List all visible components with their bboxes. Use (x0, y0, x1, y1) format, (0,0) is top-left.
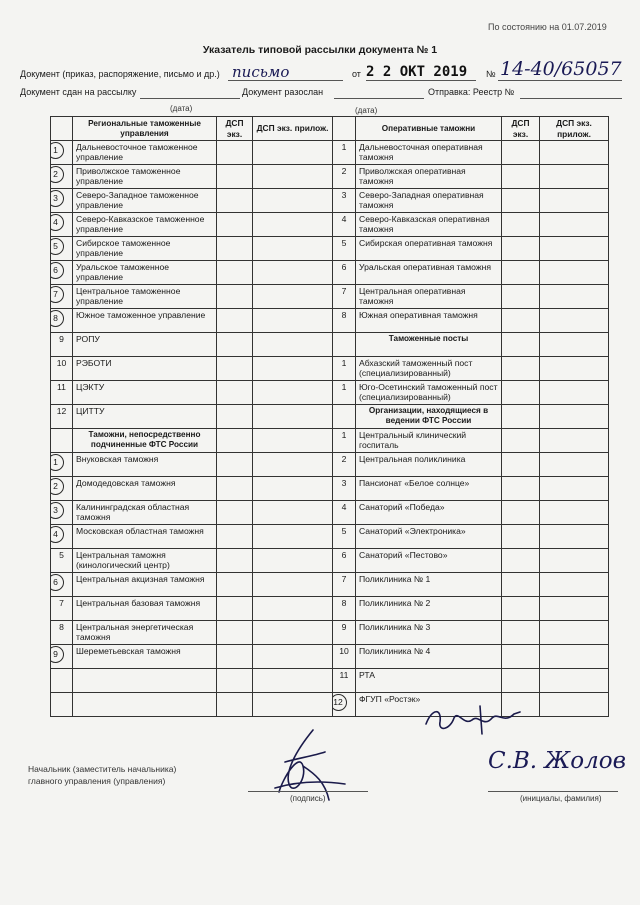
left-recipient-name: Домодедовская таможня (73, 477, 217, 501)
right-row-number (333, 501, 356, 525)
left-dsp-copies-cell (217, 189, 253, 213)
right-number-text: 9 (341, 622, 347, 632)
left-dsp-copies-cell (217, 141, 253, 165)
left-number-circled: 9 (51, 646, 65, 663)
handwritten-note (420, 700, 530, 740)
left-recipient-name: Центральная таможня (кинологический центр) (73, 549, 217, 573)
left-dsp-copies-cell (217, 597, 253, 621)
left-dsp-attach-cell (253, 693, 333, 717)
table-row (51, 501, 609, 525)
left-row-number (51, 285, 73, 309)
date-line (366, 80, 476, 81)
right-dsp-attach-cell (540, 429, 609, 453)
date-caption-1: (дата) (170, 104, 193, 113)
right-recipient-name: РТА (356, 669, 502, 693)
right-recipient-name: Сибирская оперативная таможня (356, 237, 502, 261)
left-dsp-copies-cell (217, 357, 253, 381)
head-label-1: Начальник (заместитель начальника) (28, 764, 177, 774)
left-dsp-copies-cell (217, 429, 253, 453)
right-recipient-name: Северо-Западная оперативная таможня (356, 189, 502, 213)
left-dsp-copies-cell (217, 309, 253, 333)
right-dsp-copies-cell (502, 621, 540, 645)
left-dsp-attach-cell (253, 501, 333, 525)
right-number-text: 1 (341, 358, 347, 368)
left-number-text: 11 (57, 382, 66, 392)
right-row-number (333, 549, 356, 573)
left-dsp-copies-cell (217, 621, 253, 645)
left-dsp-copies-cell (217, 573, 253, 597)
right-dsp-copies-cell (502, 237, 540, 261)
left-recipient-name: РОПУ (73, 333, 217, 357)
right-dsp-copies-cell (502, 429, 540, 453)
left-number-circled: 1 (51, 454, 65, 471)
left-dsp-copies-cell (217, 477, 253, 501)
right-row-number (333, 333, 356, 357)
left-row-number (51, 333, 73, 357)
left-dsp-copies-cell (217, 285, 253, 309)
right-dsp-copies-cell (502, 381, 540, 405)
right-recipient-name: Санаторий «Пестово» (356, 549, 502, 573)
doc-type-label: Документ (приказ, распоряжение, письмо и др.) (20, 69, 220, 79)
right-recipient-name: Поликлиника № 3 (356, 621, 502, 645)
left-number-text: 9 (59, 334, 64, 344)
right-recipient-name: Таможенные посты (356, 333, 502, 357)
number-line (498, 80, 622, 81)
left-row-number (51, 261, 73, 285)
table-row (51, 189, 609, 213)
left-dsp-attach-cell (253, 237, 333, 261)
left-row-number (51, 645, 73, 669)
right-row-number (333, 693, 356, 717)
right-number-text: 1 (341, 382, 347, 392)
right-number-text: 1 (341, 142, 347, 152)
left-dsp-copies-cell (217, 405, 253, 429)
left-row-number (51, 189, 73, 213)
left-dsp-attach-cell (253, 573, 333, 597)
table-row (51, 453, 609, 477)
left-row-number (51, 573, 73, 597)
left-dsp-copies-cell (217, 453, 253, 477)
left-row-number (51, 477, 73, 501)
left-num-header (51, 117, 73, 141)
left-dsp-attach-cell (253, 381, 333, 405)
left-recipient-name: ЦИТТУ (73, 405, 217, 429)
left-dsp-attach-cell (253, 141, 333, 165)
table-row (51, 357, 609, 381)
right-row-number (333, 357, 356, 381)
right-dsp-copies-cell (502, 333, 540, 357)
left-dsp-attach-cell (253, 549, 333, 573)
right-number-text: 4 (341, 502, 347, 512)
table-row (51, 645, 609, 669)
distribution-table (50, 116, 609, 717)
left-number-circled: 2 (51, 478, 65, 495)
left-row-number (51, 597, 73, 621)
left-recipient-name: Московская областная таможня (73, 525, 217, 549)
right-dsp-copies-cell (502, 405, 540, 429)
left-number-circled: 1 (51, 142, 65, 159)
right-number-text: 8 (341, 598, 347, 608)
right-dsp-copies-cell (502, 573, 540, 597)
left-recipient-name: Приволжское таможенное управление (73, 165, 217, 189)
right-recipient-name: Приволжская оперативная таможня (356, 165, 502, 189)
right-dsp-attach-cell (540, 405, 609, 429)
right-row-number (333, 165, 356, 189)
right-row-number (333, 453, 356, 477)
right-recipient-name: Санаторий «Победа» (356, 501, 502, 525)
left-row-number (51, 405, 73, 429)
right-dsp-copies-cell (502, 597, 540, 621)
left-dsp-copies-cell (217, 693, 253, 717)
left-row-number (51, 309, 73, 333)
right-dsp-attach-cell (540, 645, 609, 669)
distribution-table-body (51, 141, 609, 717)
table-row (51, 669, 609, 693)
right-row-number (333, 525, 356, 549)
right-number-text: 7 (341, 286, 347, 296)
right-row-number (333, 573, 356, 597)
left-dsp-copies-cell (217, 261, 253, 285)
table-row (51, 285, 609, 309)
left-recipient-name: ЦЭКТУ (73, 381, 217, 405)
right-dsp-attach-cell (540, 381, 609, 405)
left-dsp-attach-cell (253, 261, 333, 285)
right-number-text: 8 (341, 310, 347, 320)
right-section-header: Оперативные таможни (356, 117, 502, 141)
left-number-text: 12 (56, 406, 67, 416)
right-row-number (333, 261, 356, 285)
right-number-text: 5 (341, 238, 347, 248)
left-dsp-copies-cell (217, 237, 253, 261)
table-row (51, 597, 609, 621)
left-recipient-name (73, 669, 217, 693)
right-number-text: 4 (341, 214, 347, 224)
right-dsp-copies-header: ДСП экз. (502, 117, 540, 141)
left-recipient-name: Центральная акцизная таможня (73, 573, 217, 597)
left-number-text: 7 (59, 598, 64, 608)
right-dsp-attach-cell (540, 501, 609, 525)
table-row (51, 621, 609, 645)
right-dsp-attach-header: ДСП экз. прилож. (540, 117, 609, 141)
left-recipient-name: Калининградская областная таможня (73, 501, 217, 525)
right-dsp-copies-cell (502, 525, 540, 549)
left-dsp-copies-cell (217, 213, 253, 237)
right-number-text: 3 (341, 190, 347, 200)
left-number-circled: 3 (51, 190, 65, 207)
right-recipient-name: Центральный клинический госпиталь (356, 429, 502, 453)
left-row-number (51, 357, 73, 381)
table-row (51, 213, 609, 237)
right-recipient-name: Центральная поликлиника (356, 453, 502, 477)
left-row-number (51, 165, 73, 189)
left-row-number (51, 525, 73, 549)
right-recipient-name: Уральская оперативная таможня (356, 261, 502, 285)
right-number-text: 3 (341, 478, 347, 488)
right-number-text: 6 (341, 550, 347, 560)
left-number-circled: 7 (51, 286, 65, 303)
table-row (51, 165, 609, 189)
left-dsp-copies-cell (217, 525, 253, 549)
left-dsp-attach-cell (253, 597, 333, 621)
right-dsp-copies-cell (502, 477, 540, 501)
left-recipient-name: Северо-Кавказское таможенное управление (73, 213, 217, 237)
right-dsp-attach-cell (540, 573, 609, 597)
right-recipient-name: Пансионат «Белое солнце» (356, 477, 502, 501)
left-number-circled: 4 (51, 526, 65, 543)
given-line (140, 98, 240, 99)
dispatch-label: Отправка: Реестр № (428, 87, 515, 97)
doc-type-handwritten: письмо (232, 63, 290, 81)
initials-handwritten: С.В. Жолов (488, 748, 626, 774)
left-recipient-name: Центральное таможенное управление (73, 285, 217, 309)
right-row-number (333, 597, 356, 621)
right-dsp-attach-cell (540, 477, 609, 501)
right-number-text: 6 (341, 262, 347, 272)
right-recipient-name: Юго-Осетинский таможенный пост (специализированный) (356, 381, 502, 405)
given-label: Документ сдан на рассылку (20, 87, 137, 97)
left-dsp-copies-cell (217, 501, 253, 525)
left-dsp-attach-cell (253, 285, 333, 309)
left-number-text: 8 (59, 622, 64, 632)
table-row (51, 237, 609, 261)
left-dsp-attach-cell (253, 429, 333, 453)
left-recipient-name: Южное таможенное управление (73, 309, 217, 333)
left-dsp-copies-cell (217, 669, 253, 693)
right-dsp-attach-cell (540, 357, 609, 381)
left-number-circled: 3 (51, 502, 65, 519)
right-dsp-attach-cell (540, 189, 609, 213)
left-dsp-attach-cell (253, 189, 333, 213)
right-row-number (333, 189, 356, 213)
right-dsp-copies-cell (502, 309, 540, 333)
right-dsp-attach-cell (540, 621, 609, 645)
left-row-number (51, 381, 73, 405)
left-dsp-attach-cell (253, 213, 333, 237)
table-row (51, 525, 609, 549)
right-row-number (333, 621, 356, 645)
right-dsp-attach-cell (540, 597, 609, 621)
left-recipient-name: Сибирское таможенное управление (73, 237, 217, 261)
left-row-number (51, 549, 73, 573)
left-recipient-name: Центральная базовая таможня (73, 597, 217, 621)
left-number-circled: 4 (51, 214, 65, 231)
right-recipient-name: Поликлиника № 2 (356, 597, 502, 621)
left-dsp-attach-cell (253, 669, 333, 693)
left-dsp-attach-cell (253, 453, 333, 477)
left-dsp-attach-cell (253, 525, 333, 549)
left-dsp-copies-cell (217, 165, 253, 189)
left-dsp-attach-cell (253, 477, 333, 501)
right-row-number (333, 381, 356, 405)
number-handwritten: 14-40/65057 (500, 58, 622, 80)
right-dsp-copies-cell (502, 165, 540, 189)
left-row-number (51, 429, 73, 453)
right-dsp-attach-cell (540, 285, 609, 309)
left-dsp-attach-cell (253, 645, 333, 669)
left-row-number (51, 141, 73, 165)
left-dsp-attach-cell (253, 309, 333, 333)
left-row-number (51, 669, 73, 693)
table-row (51, 549, 609, 573)
left-row-number (51, 237, 73, 261)
right-row-number (333, 477, 356, 501)
left-dsp-copies-header: ДСП экз. (217, 117, 253, 141)
right-dsp-attach-cell (540, 333, 609, 357)
right-dsp-copies-cell (502, 549, 540, 573)
right-recipient-name: Поликлиника № 4 (356, 645, 502, 669)
left-recipient-name: РЭБОТИ (73, 357, 217, 381)
right-row-number (333, 213, 356, 237)
right-dsp-attach-cell (540, 453, 609, 477)
right-number-text: 2 (341, 454, 347, 464)
right-recipient-name: ФГУП «Ростэк» (356, 693, 502, 717)
right-number-text: 5 (341, 526, 347, 536)
initials-caption: (инициалы, фамилия) (520, 794, 602, 803)
date-stamp: 2 2 ОКТ 2019 (366, 64, 468, 80)
table-row (51, 381, 609, 405)
left-dsp-copies-cell (217, 333, 253, 357)
table-row (51, 573, 609, 597)
right-row-number (333, 405, 356, 429)
right-dsp-copies-cell (502, 285, 540, 309)
left-recipient-name: Шереметьевская таможня (73, 645, 217, 669)
left-number-circled: 2 (51, 166, 65, 183)
right-recipient-name: Дальневосточная оперативная таможня (356, 141, 502, 165)
right-dsp-attach-cell (540, 261, 609, 285)
left-recipient-name: Центральная энергетическая таможня (73, 621, 217, 645)
left-recipient-name (73, 693, 217, 717)
right-number-text: 10 (339, 646, 349, 656)
left-row-number (51, 453, 73, 477)
table-row (51, 477, 609, 501)
left-number-circled: 6 (51, 262, 65, 279)
right-recipient-name: Центральная оперативная таможня (356, 285, 502, 309)
right-recipient-name: Абхазский таможенный пост (специализированный) (356, 357, 502, 381)
left-section-header: Региональные таможенные управления (73, 117, 217, 141)
right-number-text: 7 (341, 574, 347, 584)
left-dsp-attach-cell (253, 357, 333, 381)
left-dsp-attach-cell (253, 165, 333, 189)
right-recipient-name: Организации, находящиеся в ведении ФТС России (356, 405, 502, 429)
left-recipient-name: Дальневосточное таможенное управление (73, 141, 217, 165)
right-recipient-name: Южная оперативная таможня (356, 309, 502, 333)
left-number-text: 10 (56, 358, 67, 368)
right-dsp-copies-cell (502, 141, 540, 165)
right-dsp-copies-cell (502, 669, 540, 693)
date-caption-2: (дата) (355, 106, 378, 115)
left-recipient-name: Внуковская таможня (73, 453, 217, 477)
initials-line (488, 791, 618, 792)
right-dsp-copies-cell (502, 645, 540, 669)
table-row (51, 405, 609, 429)
right-recipient-name: Санаторий «Электроника» (356, 525, 502, 549)
right-number-text: 11 (339, 670, 349, 680)
right-dsp-attach-cell (540, 525, 609, 549)
right-dsp-attach-cell (540, 669, 609, 693)
right-dsp-copies-cell (502, 501, 540, 525)
right-number-text: 2 (341, 166, 347, 176)
head-label-2: главного управления (управления) (28, 776, 166, 786)
right-row-number (333, 309, 356, 333)
right-dsp-attach-cell (540, 309, 609, 333)
right-dsp-copies-cell (502, 261, 540, 285)
date-prefix: от (352, 69, 361, 79)
right-recipient-name: Северо-Кавказская оперативная таможня (356, 213, 502, 237)
right-row-number (333, 429, 356, 453)
left-dsp-attach-cell (253, 621, 333, 645)
table-row (51, 261, 609, 285)
right-row-number (333, 669, 356, 693)
form-title: Указатель типовой рассылки документа № 1 (202, 44, 438, 56)
right-number-text: 1 (341, 430, 347, 440)
sent-line (334, 98, 424, 99)
left-dsp-attach-header: ДСП экз. прилож. (253, 117, 333, 141)
right-dsp-attach-cell (540, 693, 609, 717)
right-dsp-attach-cell (540, 237, 609, 261)
right-row-number (333, 285, 356, 309)
right-dsp-copies-cell (502, 357, 540, 381)
left-dsp-copies-cell (217, 645, 253, 669)
right-row-number (333, 237, 356, 261)
right-recipient-name: Поликлиника № 1 (356, 573, 502, 597)
left-row-number (51, 621, 73, 645)
state-note: По состоянию на 01.07.2019 (488, 22, 607, 32)
left-dsp-copies-cell (217, 549, 253, 573)
left-row-number (51, 213, 73, 237)
left-number-text: 5 (59, 550, 64, 560)
left-number-circled: 5 (51, 238, 65, 255)
table-row (51, 141, 609, 165)
left-row-number (51, 693, 73, 717)
left-recipient-name: Таможни, непосредственно подчиненные ФТС России (73, 429, 217, 453)
right-number-circled: 12 (333, 694, 347, 711)
left-dsp-copies-cell (217, 381, 253, 405)
right-dsp-attach-cell (540, 549, 609, 573)
left-row-number (51, 501, 73, 525)
right-num-header (333, 117, 356, 141)
right-dsp-copies-cell (502, 453, 540, 477)
dispatch-line (520, 98, 622, 99)
right-dsp-attach-cell (540, 141, 609, 165)
left-recipient-name: Уральское таможенное управление (73, 261, 217, 285)
signature-line (248, 791, 368, 792)
left-number-circled: 8 (51, 310, 65, 327)
table-row (51, 309, 609, 333)
right-dsp-copies-cell (502, 189, 540, 213)
right-dsp-attach-cell (540, 213, 609, 237)
left-recipient-name: Северо-Западное таможенное управление (73, 189, 217, 213)
sent-label: Документ разослан (242, 87, 324, 97)
number-prefix: № (486, 69, 496, 79)
right-dsp-attach-cell (540, 165, 609, 189)
left-dsp-attach-cell (253, 405, 333, 429)
table-row (51, 333, 609, 357)
left-dsp-attach-cell (253, 333, 333, 357)
right-row-number (333, 645, 356, 669)
signature-caption: (подпись) (290, 794, 326, 803)
left-number-circled: 6 (51, 574, 65, 591)
table-row (51, 429, 609, 453)
right-row-number (333, 141, 356, 165)
right-dsp-copies-cell (502, 213, 540, 237)
